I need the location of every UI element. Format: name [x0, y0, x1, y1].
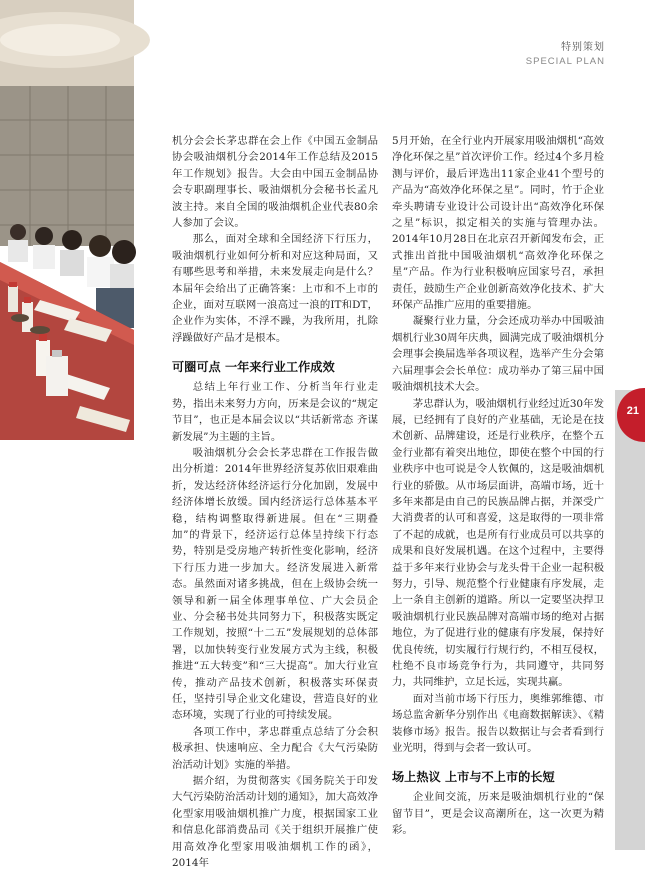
- article-column-right: [392, 133, 604, 839]
- meeting-photo-illustration: [0, 0, 134, 440]
- section-header: [526, 38, 605, 67]
- section-title-en: SPECIAL PLAN: [525, 56, 605, 67]
- paragraph: 机分会会长茅忠群在会上作《中国五金制品协会吸油烟机分会2014年工作总结及2015年工作规划》报告。大会由中国五金制品协会专职副理事长、吸油烟机分会秘书长孟凡波主持。来自全国的吸油烟机企业代表80余人参加了会议。: [172, 135, 378, 230]
- article-column-left: [172, 133, 378, 871]
- paragraph: 企业间交流，历来是吸油烟机行业的“保留节目”，更是会议高潮所在，这一次更为精彩。: [392, 791, 604, 837]
- section-heading: 可圈可点 一年来行业工作成效: [172, 360, 335, 375]
- page-number: 21: [626, 405, 639, 417]
- section-title-cn: 特别策划: [561, 42, 605, 53]
- paragraph: 吸油烟机分会会长茅忠群在工作报告做出分析道：2014年世界经济复苏依旧艰难曲折，发达经济体经济运行分化加剧，发展中经济体增长放缓。国内经济运行总体基本平稳，结构调整取得新进展。但在“三期叠加”的背景下，经济运行总体呈持续下行态势，特别是受房地产转折性变化影响，经济下行压力进一步加大。经济发展进入新常态。虽然面对诸多挑战，但在上级协会统一领导和新一届全体理事单位、广大会员企业、分会秘书处共同努力下，积极落实既定工作规划，按照“十二五”发展规划的总体部署，以加快转变行业发展方式为主线，积极推进“五大转变”和“三大提高”。加大行业宣传，推动产品技术创新，积极落实环保责任，坚持引导企业文化建设，营造良好的业态环境，实现了行业的可持续发展。: [172, 446, 378, 722]
- paragraph: 各项工作中，茅忠群重点总结了分会积极承担、快速响应、全力配合《大气污染防治活动计划》实施的举措。: [172, 725, 378, 771]
- paragraph: 5月开始，在全行业内开展家用吸油烟机“高效净化环保之星”首次评价工作。经过4个多月检测与评价，最后评选出11家企业41个型号的产品为“高效净化环保之星”。同时，竹于企业牵头聘请专业设计公司设计出“高效净化环保之星”标识，拟定相关的实施与管理办法。2014年10月28日在北京召开新闻发布会，正式推出首批中国吸油烟机“高效净化环保之星”产品。作为行业积极响应国家号召，承担责任，鼓励生产企业创新高效净化技术、扩大环保产品推广应用的重要措施。: [392, 135, 604, 312]
- paragraph: 面对当前市场下行压力，奥维郭维德、市场总监舍新华分别作出《电商数据解读》、《精装修市场》报告。报告以数据让与会者看到行业光明，得到与会者一致认可。: [392, 692, 604, 755]
- paragraph: 那么，面对全球和全国经济下行压力，吸油烟机行业如何分析和对应这种局面，又有哪些思考和举措，未来发展走向是什么？本届年会给出了正确答案：上市和不上市的企业，面对互联网一浪高过一浪的IT和DT，企业作为实体，不浮不躁，为我所用，扎除浮躁做好产品才是根本。: [172, 233, 378, 344]
- paragraph: 茅忠群认为，吸油烟机行业经过近30年发展，已经拥有了良好的产业基础，无论是在技术创新、品牌建设，还是行业秩序，在整个五金行业都有着突出地位，即使在整个中国的行业秩序中也可说是令人钦佩的，这是吸油烟机行业的骄傲。从市场层面讲，高端市场，近十多年来都是由自己的民族品牌占据，并深受广大消费者的认可和喜爱，这是取得的一项非常了不起的成就，也是所有行业成员可以共享的成果和良好发展机遇。在这个过程中，主要得益于多年来行业协会与龙头骨干企业一起积极努力，引导、规范整个行业健康有序发展，走上一条自主创新的道路。所以一定要坚决捍卫吸油烟机行业民族品牌对高端市场的绝对占据地位，为了促进行业的健康有序发展，保持好优良传统，切实履行行规行约，不相互侵权，杜绝不良市场竞争行为，共同遵守，共同努力，共同维护，立足长远，实现共赢。: [392, 397, 604, 689]
- paragraph: 据介绍，为贯彻落实《国务院关于印发大气污染防治活动计划的通知》，加大高效净化型家用吸油烟机推广力度，根据国家工业和信息化部消费品司《关于组织开展推广使用高效净化型家用吸油烟机工作的函》，2014年: [172, 775, 378, 870]
- side-accent-bar: [615, 390, 645, 850]
- meeting-photo: [0, 0, 134, 440]
- paragraph: 总结上年行业工作、分析当年行业走势，指出未来努力方向，历来是会议的“规定节目”，也正是本届会议以“共话新常态 齐谋新发展”为主题的主旨。: [172, 381, 378, 443]
- paragraph: 凝聚行业力量，分会还成功举办中国吸油烟机行业30周年庆典，圆满完成了吸油烟机分会理事会换届选举各项议程，选举产生分会第六届理事会会长单位：成功举办了第三届中国吸油烟机技术大会。: [392, 315, 604, 394]
- section-heading: 场上热议 上市与不上市的长短: [392, 770, 555, 785]
